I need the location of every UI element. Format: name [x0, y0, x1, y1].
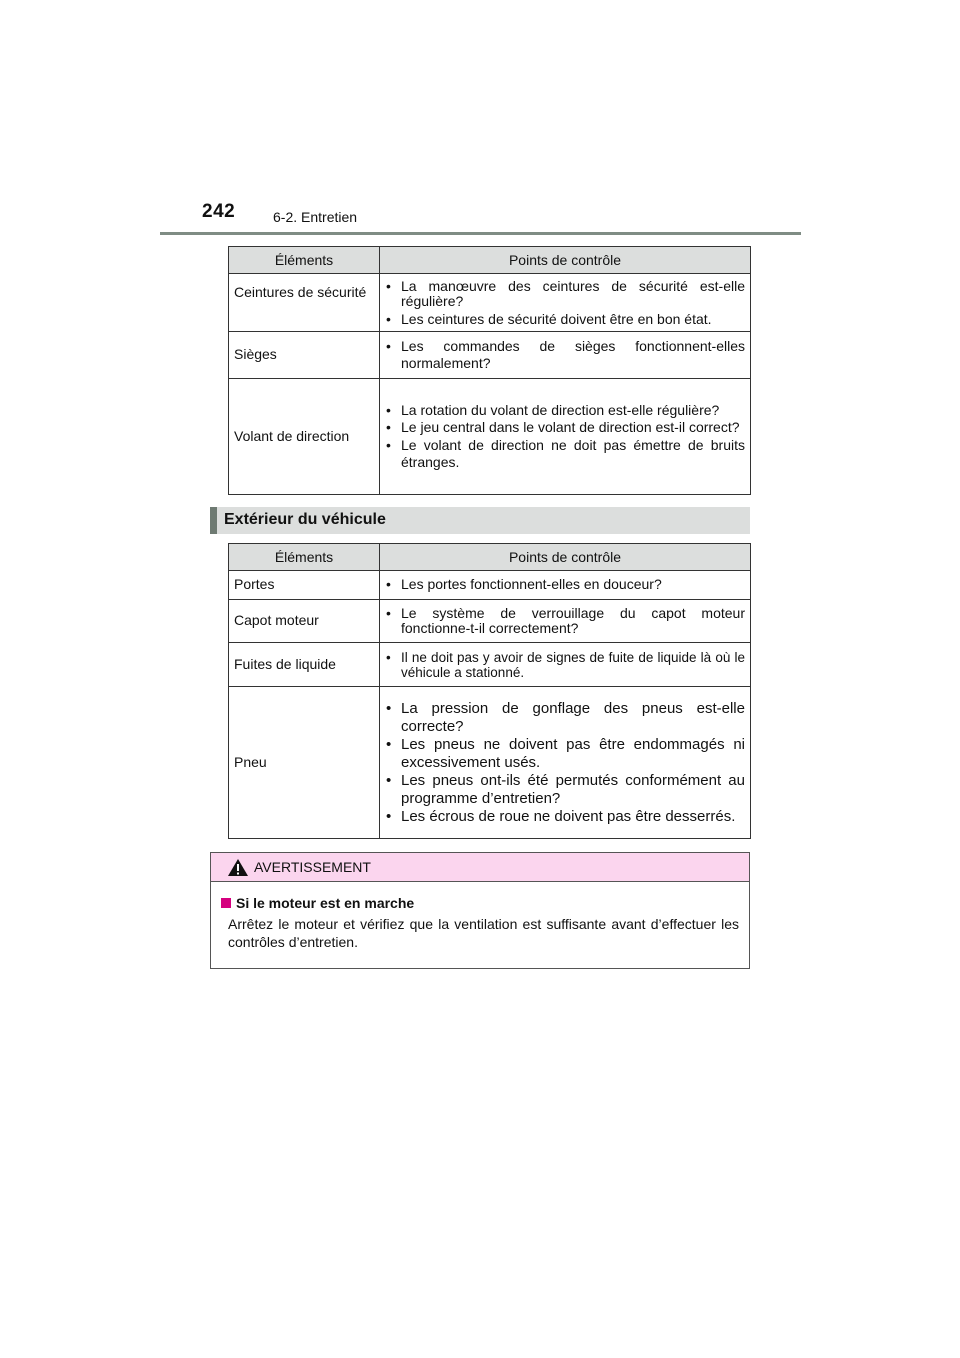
list-item: • Le jeu central dans le volant de direction est-il correct?: [385, 419, 745, 437]
table-row: [229, 274, 751, 332]
row-item-label: [229, 274, 380, 332]
table-row: [229, 379, 751, 495]
table-row: [229, 571, 751, 600]
list-item: • Le volant de direction ne doit pas émettre de bruits étranges.: [385, 437, 745, 472]
page-number: 242: [202, 201, 236, 222]
table-row: [229, 687, 751, 839]
list-item: • Les portes fonctionnent-elles en douceur?: [385, 576, 745, 594]
row-checks: [380, 332, 751, 379]
list-item: • Les écrous de roue ne doivent pas être desserrés.: [385, 808, 745, 826]
section-accent-bar: [210, 507, 217, 534]
row-item-label: Volant de direction: [229, 379, 380, 495]
section-heading-text: Extérieur du véhicule: [224, 511, 386, 528]
list-item: • Les ceintures de sécurité doivent être en bon état.: [385, 312, 745, 327]
list-item: • Il ne doit pas y avoir de signes de fuite de liquide là où le véhicule a stationné.: [385, 650, 745, 680]
row-checks: [380, 571, 751, 600]
row-checks: [380, 687, 751, 839]
column-header-checks: Points de contrôle: [380, 247, 751, 274]
square-bullet-icon: [221, 898, 231, 908]
list-item: • La pression de gonflage des pneus est-elle correcte?: [385, 700, 745, 736]
table-header-row: [229, 247, 751, 274]
column-header-items: Éléments: [229, 544, 380, 571]
row-item-label: Capot moteur: [229, 600, 380, 643]
warning-text: Arrêtez le moteur et vérifiez que la ventilation est suffisante avant d’effectuer les contrôles d’entretien.: [228, 916, 739, 950]
row-item-label: Sièges: [229, 332, 380, 379]
warning-box: [210, 852, 750, 969]
warning-body: [211, 882, 749, 951]
section-title: 6-2. Entretien: [273, 209, 358, 225]
warning-heading: [221, 895, 739, 911]
list-item: • Le système de verrouillage du capot moteur fonctionne-t-il correctement?: [385, 606, 745, 636]
table-row: [229, 600, 751, 643]
list-item: • Les pneus ont-ils été permutés conformément au programme d’entretien?: [385, 772, 745, 808]
warning-triangle-icon: [227, 858, 249, 877]
warning-label: AVERTISSEMENT: [254, 859, 371, 875]
row-item-label: Pneu: [229, 687, 380, 839]
table-header-row: [229, 544, 751, 571]
row-checks: [380, 379, 751, 495]
warning-header: [211, 853, 749, 882]
row-item-label: Portes: [229, 571, 380, 600]
exterior-checks-table: [228, 543, 751, 839]
table-row: [229, 643, 751, 687]
row-checks: [380, 600, 751, 643]
row-item-text: Ceintures de sécurité: [234, 284, 367, 300]
list-item: • Les commandes de sièges fonctionnent-elles normalement?: [385, 338, 745, 373]
list-item: • La rotation du volant de direction est-elle régulière?: [385, 402, 745, 420]
column-header-checks: Points de contrôle: [380, 544, 751, 571]
warning-heading-text: Si le moteur est en marche: [236, 895, 415, 911]
row-checks: [380, 643, 751, 687]
header-divider: [160, 232, 801, 235]
column-header-items: Éléments: [229, 247, 380, 274]
exterior-section-heading: [210, 507, 750, 534]
table-row: [229, 332, 751, 379]
row-item-label: Fuites de liquide: [229, 643, 380, 687]
list-item: • La manœuvre des ceintures de sécurité est-elle régulière?: [385, 279, 745, 309]
row-checks: [380, 274, 751, 332]
list-item: • Les pneus ne doivent pas être endommagés ni excessivement usés.: [385, 736, 745, 772]
interior-checks-table: [228, 246, 751, 495]
